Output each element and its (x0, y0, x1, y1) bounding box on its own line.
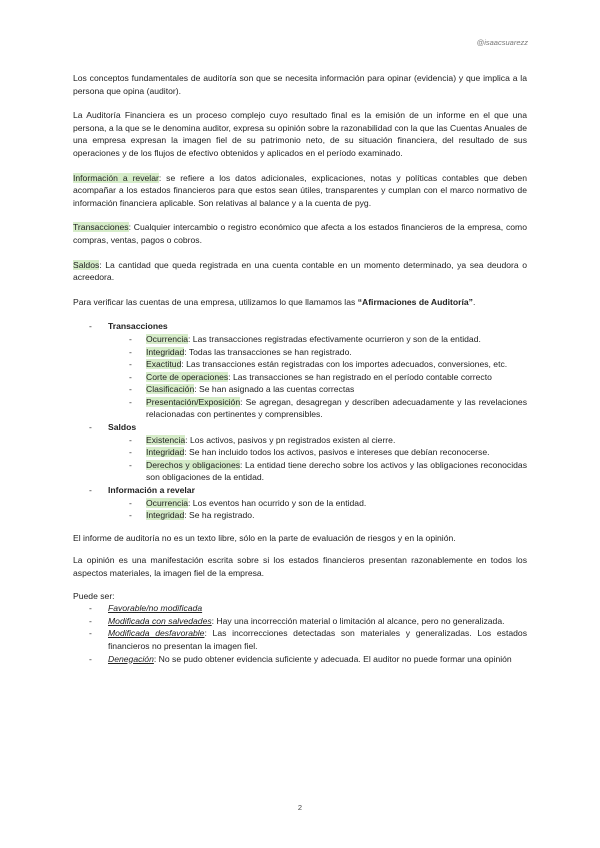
list-item: - Existencia: Los activos, pasivos y pn registrados existen al cierre. (129, 434, 396, 445)
list-item-transacciones: - Transacciones - Ocurrencia: Las transacciones registradas efectivamente ocurrieron y son de la entidad. - Integridad: Todas las transacciones se han registrado. - Exactitud: Las transacciones están registradas con los importes adecuados, conversiones, etc. - Corte de operaciones: Las transacciones se han registrado en el período contable correcto - Clasificación: Se han asignado a las cuentas correctas - Presentación/Exposición: Se agregan, desagregan y describen adecuadamente y las revelaciones relacionadas con pertinentes y comprensibles. (73, 320, 527, 421)
paragraph-informe: El informe de auditoría no es un texto libre, sólo en la parte de evaluación de riesgos y en la opinión. (73, 532, 456, 543)
term-highlight: Saldos (73, 259, 100, 270)
paragraph-opinion: La opinión es una manifestación escrita sobre si los estados financieros presentan razonablemente en todos los aspectos materiales, la imagen fiel de la empresa. (73, 555, 527, 578)
page-number: 2 (297, 803, 303, 812)
definition-informacion-revelar: Información a revelar: se refiere a los datos adicionales, explicaciones, notas y políticas contables que deben acompañar a los estados financieros para que estos sean útiles, transparentes y cumplan con el marco normativo de información financiera aplicable. Son relativas al balance y a la cuenta de pyg. (73, 172, 527, 208)
list-item: - Ocurrencia: Los eventos han ocurrido y son de la entidad. (129, 497, 367, 508)
list-item: - Denegación: No se pudo obtener evidencia suficiente y adecuada. El auditor no puede formar una opinión (89, 653, 512, 664)
definition-saldos: Saldos: La cantidad que queda registrada en una cuenta contable en un momento determinado, ya sea deudora o acreedora. (73, 259, 527, 283)
list-item: - Presentación/Exposición: Se agregan, desagregan y describen adecuadamente y las revelaciones relacionadas con pertinentes y comprensibles. (129, 396, 527, 420)
list-item: - Integridad: Todas las transacciones se han registrado. (129, 346, 352, 357)
list-item-informacion-revelar: - Información a revelar - Ocurrencia: Los eventos han ocurrido y son de la entidad. - Integridad: Se ha registrado. (73, 484, 527, 522)
list-item: - Integridad: Se ha registrado. (129, 510, 255, 521)
list-item: - Favorable/no modificada (89, 603, 203, 614)
list-item: - Corte de operaciones: Las transacciones se han registrado en el período contable correcto (129, 371, 492, 382)
puede-ser-label: Puede ser: (73, 590, 115, 601)
afirmaciones-list (73, 320, 527, 522)
term-highlight: Información a revelar (73, 172, 159, 183)
page-content (73, 72, 527, 665)
term-highlight: Transacciones (73, 222, 129, 233)
paragraph-concepts: Los conceptos fundamentales de auditoría son que se necesita información para opinar (evidencia) y que implica a la persona que opina (auditor). (73, 73, 527, 96)
list-item: - Derechos y obligaciones: La entidad tiene derecho sobre los activos y las obligaciones reconocidas son obligaciones de la entidad. (129, 459, 527, 483)
paragraph-afirmaciones: Para verificar las cuentas de una empresa, utilizamos lo que llamamos las “Afirmaciones de Auditoría”. (73, 296, 476, 307)
list-item: - Exactitud: Las transacciones están registradas con los importes adecuados, conversiones, etc. (129, 359, 508, 370)
paragraph-auditoria-financiera: La Auditoría Financiera es un proceso complejo cuyo resultado final es la emisión de un informe en el que una persona, a la que se le denomina auditor, expresa su opinión sobre la razonabilidad con la que las Cuentas Anuales de una empresa expresan la imagen fiel de su patrimonio neto, de su situación financiera, del resultado de sus operaciones y de los flujos de efectivo obtenidos y aplicados en el período examinado. (73, 110, 527, 158)
list-item: - Ocurrencia: Las transacciones registradas efectivamente ocurrieron y son de la entidad. (129, 333, 481, 344)
list-item: - Modificada con salvedades: Hay una incorrección material o limitación al alcance, pero no generalizada. (89, 615, 505, 626)
list-item: - Modificada desfavorable: Las incorrecciones detectadas son materiales y generalizadas. Los estados financieros no presentan la imagen fiel. (89, 628, 527, 651)
list-item: - Clasificación: Se han asignado a las cuentas correctas (129, 384, 355, 395)
list-item-saldos: - Saldos - Existencia: Los activos, pasivos y pn registrados existen al cierre. - Integridad: Se han incluido todos los activos, pasivos e intereses que debían reconocerse. - Derechos y obligaciones: La entidad tiene derecho sobre los activos y las obligaciones reconocidas son obligaciones de la entidad. (73, 421, 527, 484)
author-handle: @isaacsuarezz (476, 38, 528, 47)
opinion-types-list (73, 602, 527, 665)
list-item: - Integridad: Se han incluido todos los activos, pasivos e intereses que debían reconocerse. (129, 447, 490, 458)
definition-transacciones: Transacciones: Cualquier intercambio o registro económico que afecta a los estados financieros de la empresa, como compras, ventas, pagos o cobros. (73, 222, 527, 245)
